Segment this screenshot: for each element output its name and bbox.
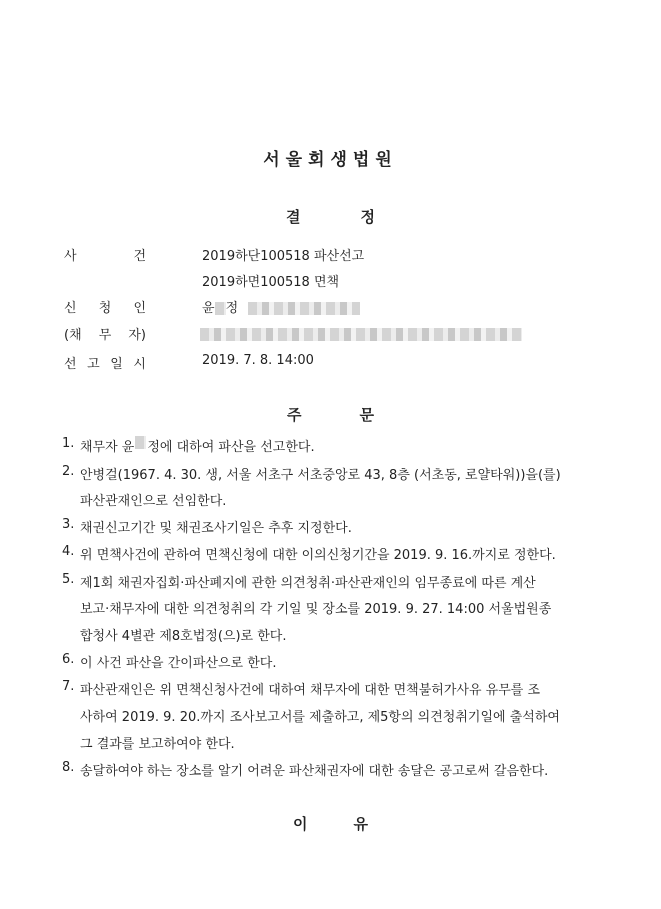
item-text-line: 위 면책사건에 관하여 면책신청에 대한 이의신청기간을 2019. 9. 16.까지로 정한다. [80,548,556,563]
order-item-5-cont-1 [62,598,602,616]
order-item-5 [62,572,602,590]
redacted-name-char [135,436,146,449]
item-text: 채무자 윤 정에 대하여 파산을 선고한다. [80,436,602,455]
case-label [64,245,146,264]
case-number-discharge: 2019하면100518 면책 [202,275,340,290]
redacted-address [200,328,522,341]
item-number: 8. [62,760,75,775]
applicant-prefix: 윤 [202,301,215,316]
item-text-line: 안병걸(1967. 4. 30. 생, 서울 서초구 서초중앙로 43, 8층 (서초동, 로얄타워))을(를) [80,468,561,483]
order-item-5-cont-2 [62,625,602,643]
applicant-suffix: 정 [225,301,239,316]
debtor-address-redacted [200,324,522,343]
order-item-7-cont-2 [62,733,602,751]
item-text-line: 파산관재인으로 선임한다. [80,494,227,509]
redacted-name-char [215,302,226,315]
item-text-line: 합청사 4별관 제8호법정(으)로 한다. [80,629,287,644]
order-item-1 [62,436,602,454]
order-heading: 주문 [287,406,432,424]
item-text-line: 보고·채무자에 대한 의견청취의 각 기일 및 장소를 2019. 9. 27. 14:00 서울법원종 [80,602,552,617]
redacted-id-number [248,302,360,315]
order-item-3 [62,517,602,535]
item-number: 5. [62,572,75,587]
item-number: 4. [62,544,75,559]
applicant-label: 신 청 인 [64,301,146,316]
item-number: 3. [62,517,75,532]
reason-heading: 이유 [293,815,414,833]
item-text-line: 제1회 채권자집회·파산폐지에 관한 의견청취·파산관재인의 임무종료에 따른 계산 [80,576,536,591]
item-text-line: 채권신고기간 및 채권조사기일은 추후 지정한다. [80,521,352,536]
item-number: 6. [62,652,75,667]
order-item-2 [62,464,602,482]
court-name: 서울회생법원 [263,150,398,170]
item-text-line: 파산관재인은 위 면책신청사건에 대하여 채무자에 대한 면책불허가사유 유무를 조 [80,683,541,698]
order-item-2-cont [62,490,602,508]
item-text-line: 사하여 2019. 9. 20.까지 조사보고서를 제출하고, 제5항의 의견청취기일에 출석하여 [80,710,560,725]
order-item-7-cont-1 [62,706,602,724]
case-label-char-1: 사 [64,249,77,264]
item-text-line: 송달하여야 하는 장소를 알기 어려운 파산채권자에 대한 송달은 공고로써 갈음한다. [80,764,549,779]
item-number: 7. [62,679,75,694]
decision-heading: 결정 [286,208,435,226]
order-item-7 [62,679,602,697]
case-label-char-2: 건 [133,249,146,264]
order-item-6 [62,652,602,670]
item-number: 2. [62,464,75,479]
date-label: 선 고 일 시 [64,357,146,372]
case-number-bankruptcy: 2019하단100518 파산선고 [202,249,365,264]
item-text-line: 그 결과를 보고하여야 한다. [80,737,235,752]
item-number: 1. [62,436,75,451]
applicant-name [202,297,360,316]
declaration-date: 2019. 7. 8. 14:00 [202,353,314,368]
debtor-label: (채 무 자) [64,328,146,343]
order-item-8 [62,760,602,778]
order-item-4 [62,544,602,562]
item-text-line: 이 사건 파산을 간이파산으로 한다. [80,656,277,671]
